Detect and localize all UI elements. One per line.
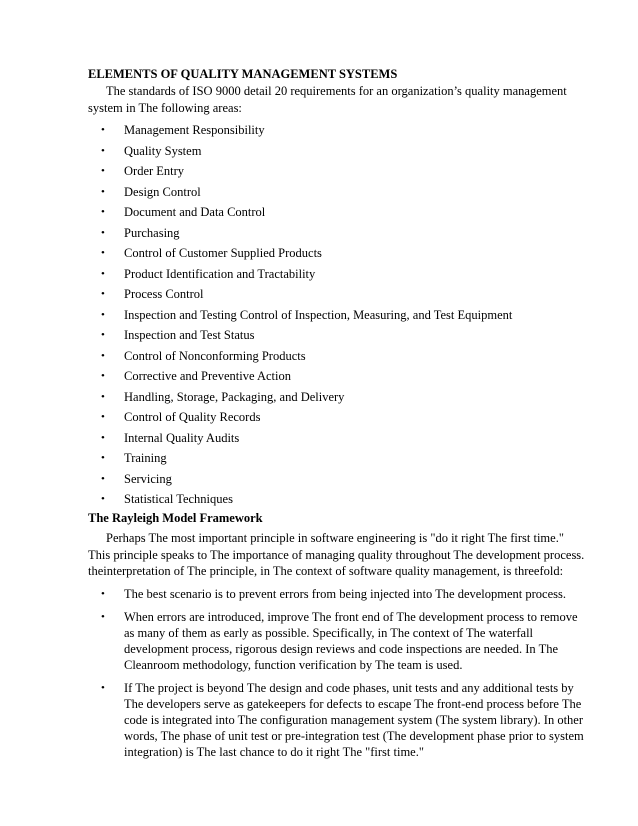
bullet-icon: • xyxy=(101,267,105,280)
bullet-icon: • xyxy=(101,681,105,694)
list-item-text: Product Identification and Tractability xyxy=(124,266,316,281)
bullet-icon: • xyxy=(101,185,105,198)
list-item-text: Design Control xyxy=(124,184,201,199)
list-item-text: The best scenario is to prevent errors from being injected into The development process. xyxy=(124,586,566,601)
list-item-text: If The project is beyond The design and code phases, unit tests and any additional tests by The developers serve as gatekeepers for defects to escape The front-end process before The code is integrated into The configuration management system (The system library). In other words, The phase of unit test or pre-integration test (The development phase prior to system integration) is The last chance to do it right The "first time." xyxy=(124,680,584,759)
list-item-text: Control of Customer Supplied Products xyxy=(124,246,322,260)
list-item xyxy=(88,122,588,138)
bullet-icon: • xyxy=(101,329,105,341)
list-item-text: Control of Quality Records xyxy=(124,410,261,424)
list-item xyxy=(88,409,588,425)
bullet-icon: • xyxy=(101,308,105,321)
list-item-text: Quality System xyxy=(124,143,202,158)
list-item xyxy=(88,143,588,159)
list-item-text: Training xyxy=(124,451,167,465)
list-item-text: Control of Nonconforming Products xyxy=(124,348,306,363)
section-heading-quality-management: ELEMENTS OF QUALITY MANAGEMENT SYSTEMS xyxy=(88,67,398,81)
list-item xyxy=(88,609,588,673)
bullet-icon: • xyxy=(101,390,105,403)
list-item-text: Process Control xyxy=(124,287,204,301)
threefold-principles-list xyxy=(88,586,588,760)
list-item xyxy=(88,163,588,179)
list-item xyxy=(88,266,588,282)
list-item-text: Order Entry xyxy=(124,164,185,178)
list-item xyxy=(88,184,588,200)
list-item xyxy=(88,389,588,405)
bullet-icon: • xyxy=(101,124,105,136)
list-item-text: Inspection and Test Status xyxy=(124,328,255,342)
list-item xyxy=(88,245,588,261)
list-item-text: Handling, Storage, Packaging, and Delivery xyxy=(124,389,345,404)
bullet-icon: • xyxy=(101,288,105,300)
list-item xyxy=(88,204,588,220)
document-page xyxy=(88,66,588,760)
bullet-icon: • xyxy=(101,370,105,382)
list-item xyxy=(88,327,588,343)
list-item-text: Management Responsibility xyxy=(124,123,265,137)
list-item xyxy=(88,430,588,446)
list-item-text: When errors are introduced, improve The front end of The development process to remove as many of them as early as possible. Specifically, in The context of The waterfall development process, rigorous design reviews and code inspections are needed. In The Cleanroom methodology, function verification by The team is used. xyxy=(124,609,578,672)
bullet-icon: • xyxy=(101,610,105,623)
list-item xyxy=(88,348,588,364)
bullet-icon: • xyxy=(101,587,105,600)
list-item xyxy=(88,471,588,487)
bullet-icon: • xyxy=(101,349,105,362)
bullet-icon: • xyxy=(101,226,105,239)
section-intro-iso9000: The standards of ISO 9000 detail 20 requirements for an organization’s quality management system in The following areas: xyxy=(88,84,567,115)
list-item xyxy=(88,450,588,466)
bullet-icon: • xyxy=(101,206,105,218)
bullet-icon: • xyxy=(101,144,105,157)
list-item-text: Document and Data Control xyxy=(124,205,266,219)
list-item xyxy=(88,680,588,760)
list-item xyxy=(88,225,588,241)
list-item-text: Internal Quality Audits xyxy=(124,430,240,445)
list-item xyxy=(88,491,588,507)
list-item xyxy=(88,368,588,384)
list-item xyxy=(88,286,588,302)
bullet-icon: • xyxy=(101,431,105,444)
list-item-text: Purchasing xyxy=(124,225,180,240)
bullet-icon: • xyxy=(101,493,105,505)
bullet-icon: • xyxy=(101,165,105,177)
bullet-icon: • xyxy=(101,411,105,423)
list-item-text: Inspection and Testing Control of Inspection, Measuring, and Test Equipment xyxy=(124,307,513,322)
section-heading-rayleigh-model: The Rayleigh Model Framework xyxy=(88,511,263,525)
bullet-icon: • xyxy=(101,247,105,259)
list-item-text: Servicing xyxy=(124,471,172,486)
bullet-icon: • xyxy=(101,472,105,485)
list-item-text: Corrective and Preventive Action xyxy=(124,369,291,383)
section-intro-rayleigh: Perhaps The most important principle in software engineering is "do it right The first time." This principle speaks to The importance of managing quality throughout The development process. theinterpretation of The principle, in The context of software quality management, is threefold: xyxy=(88,531,585,578)
list-item xyxy=(88,307,588,323)
list-item xyxy=(88,586,588,602)
bullet-icon: • xyxy=(101,452,105,464)
iso-requirements-list xyxy=(88,122,588,507)
list-item-text: Statistical Techniques xyxy=(124,492,233,506)
